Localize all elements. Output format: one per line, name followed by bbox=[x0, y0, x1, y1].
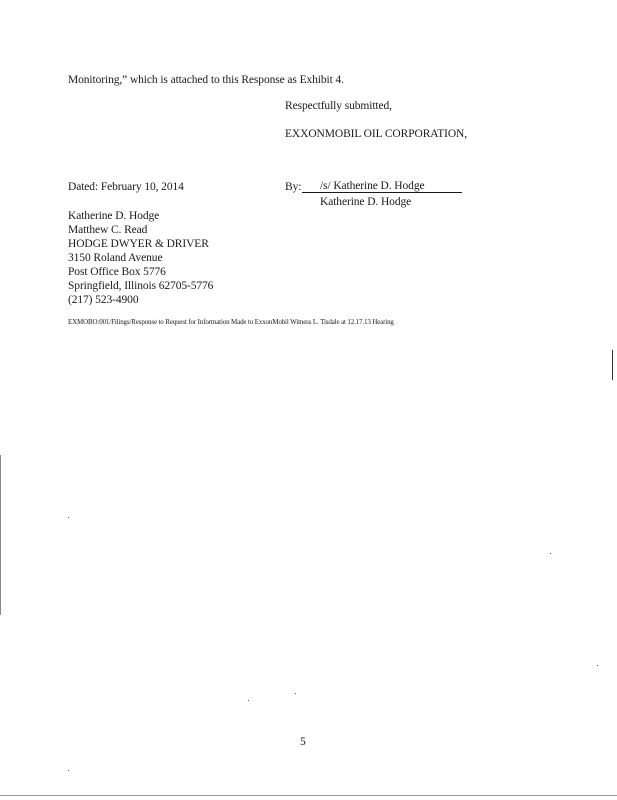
scan-edge-mark bbox=[0, 455, 1, 615]
counsel-line: Matthew C. Read bbox=[68, 224, 148, 236]
scan-edge-mark bbox=[612, 350, 613, 380]
company-name: EXXONMOBIL OIL CORPORATION, bbox=[285, 128, 468, 140]
counsel-line: Springfield, Illinois 62705-5776 bbox=[68, 280, 214, 292]
date-label: Dated: bbox=[68, 181, 101, 193]
counsel-line: HODGE DWYER & DRIVER bbox=[68, 238, 209, 250]
scan-bottom-edge bbox=[0, 795, 617, 796]
counsel-line: 3150 Roland Avenue bbox=[68, 252, 163, 264]
scan-speck bbox=[550, 553, 551, 554]
scan-speck bbox=[597, 665, 598, 666]
electronic-signature: /s/ Katherine D. Hodge bbox=[320, 180, 425, 192]
date-line bbox=[68, 180, 184, 194]
body-text-line: Monitoring,” which is attached to this Response as Exhibit 4. bbox=[68, 74, 344, 86]
scan-speck bbox=[248, 700, 249, 701]
scan-speck bbox=[295, 693, 296, 694]
date-value: February 10, 2014 bbox=[100, 181, 184, 193]
counsel-line: Katherine D. Hodge bbox=[68, 210, 160, 222]
counsel-line: Post Office Box 5776 bbox=[68, 266, 166, 278]
page-number: 5 bbox=[300, 736, 306, 748]
scan-speck bbox=[68, 770, 69, 771]
signer-name: Katherine D. Hodge bbox=[320, 196, 412, 208]
by-label: By: bbox=[285, 181, 302, 193]
counsel-line: (217) 523-4900 bbox=[68, 294, 139, 306]
scan-speck bbox=[68, 517, 69, 518]
file-path-footer: EXMOBO:001/Filings/Response to Request for Information Made to ExxonMobil Witness L. Tisdale at 12.17.13 Hearing bbox=[68, 318, 394, 326]
closing-phrase: Respectfully submitted, bbox=[285, 100, 392, 112]
